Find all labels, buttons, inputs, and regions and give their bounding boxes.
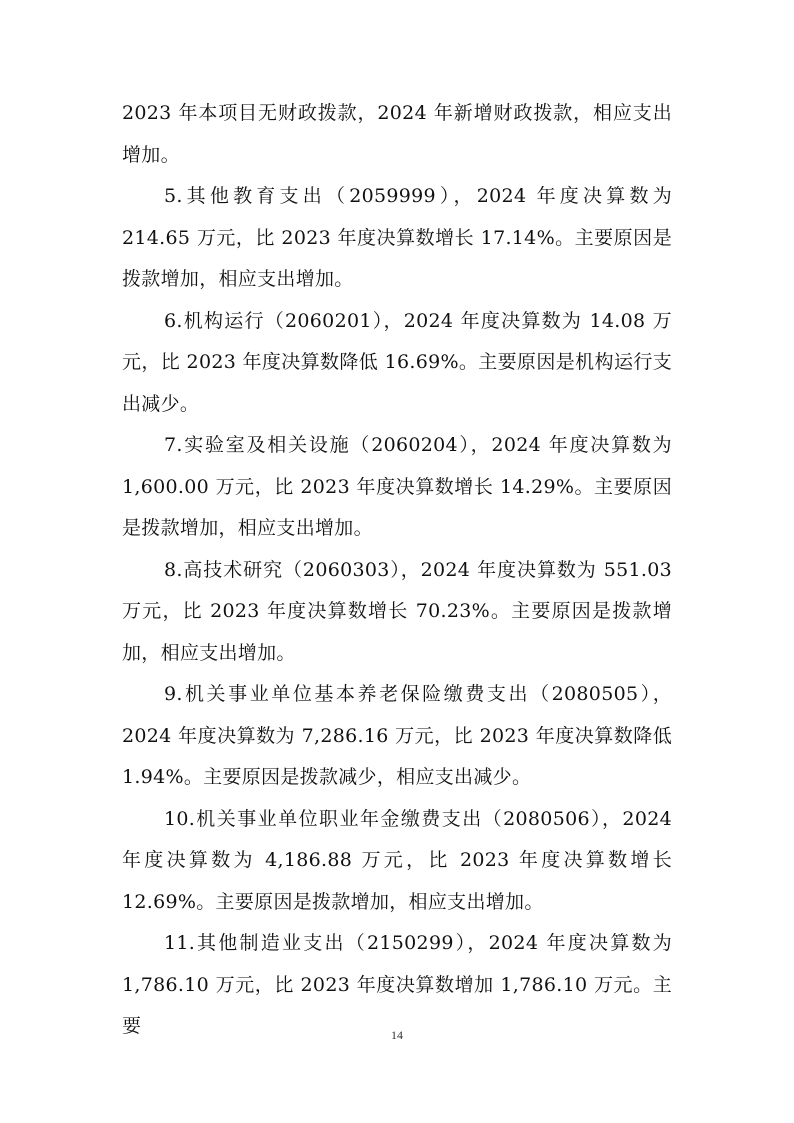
paragraph-item-9: 9.机关事业单位基本养老保险缴费支出（2080505），2024 年度决算数为 7,286.16 万元，比 2023 年度决算数降低 1.94%。主要原因是拨款减少，相应支出减少。 [122,683,672,788]
page-number: 14 [391,1028,403,1042]
body-text [122,93,672,1048]
paragraph-item-11: 11.其他制造业支出（2150299），2024 年度决算数为 1,786.10 万元，比 2023 年度决算数增加 1,786.10 万元。主要 [122,932,672,1037]
paragraph-item-6: 6.机构运行（2060201），2024 年度决算数为 14.08 万元，比 2023 年度决算数降低 16.69%。主要原因是机构运行支出减少。 [122,309,672,415]
paragraph-item-7: 7.实验室及相关设施（2060204），2024 年度决算数为 1,600.00 万元，比 2023 年度决算数增长 14.29%。主要原因是拨款增加，相应支出增加。 [122,434,672,539]
paragraph-item-8: 8.高技术研究（2060303），2024 年度决算数为 551.03 万元，比 2023 年度决算数增长 70.23%。主要原因是拨款增加，相应支出增加。 [122,558,672,664]
paragraph-project-funding: 2023 年本项目无财政拨款，2024 年新增财政拨款，相应支出增加。 [122,102,672,166]
paragraph-item-10: 10.机关事业单位职业年金缴费支出（2080506），2024 年度决算数为 4,186.88 万元，比 2023 年度决算数增长 12.69%。主要原因是拨款增加，相应支出增加。 [122,807,672,913]
paragraph-item-5: 5.其他教育支出（2059999），2024 年度决算数为 214.65 万元，比 2023 年度决算数增长 17.14%。主要原因是拨款增加，相应支出增加。 [122,185,672,290]
